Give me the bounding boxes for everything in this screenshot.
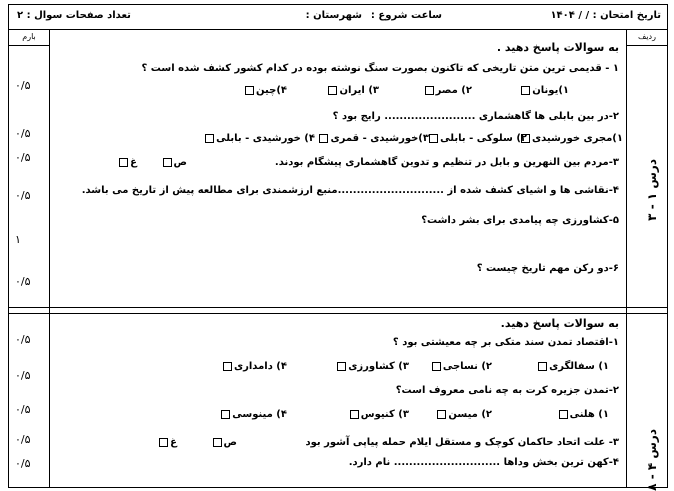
option[interactable]: ۱) هلنی bbox=[557, 409, 609, 420]
option[interactable]: ۴) مینوسی bbox=[219, 409, 287, 420]
question-2: ۲-در بین بابلی ها گاهشماری ........................ رایج بود ؟ bbox=[332, 111, 619, 122]
option[interactable]: ص bbox=[161, 157, 187, 168]
checkbox-icon[interactable] bbox=[213, 438, 222, 447]
checkbox-icon[interactable] bbox=[319, 134, 328, 143]
score-column-header: بارم bbox=[9, 29, 49, 46]
score: ۱ bbox=[15, 233, 21, 246]
option[interactable]: ۲) میسن bbox=[435, 409, 492, 420]
option[interactable]: ۳) کشاورزی bbox=[335, 361, 409, 372]
option[interactable]: غ bbox=[157, 437, 177, 448]
option[interactable]: ۱) سفالگری bbox=[536, 361, 609, 372]
checkbox-icon[interactable] bbox=[328, 86, 337, 95]
question-1: ۱ - قدیمی ترین متن تاریخی که تاکنون بصورت سنگ نوشته بوده در کدام کشور کشف شده است ؟ bbox=[141, 63, 619, 74]
option[interactable]: ۴) خورشیدی - بابلی bbox=[203, 133, 315, 144]
score: ۰/۵ bbox=[15, 369, 31, 382]
exam-page bbox=[8, 4, 668, 491]
section2-title: به سوالات پاسخ دهید. bbox=[500, 317, 619, 330]
score: ۰/۵ bbox=[15, 151, 31, 164]
score-column bbox=[9, 29, 50, 487]
checkbox-icon[interactable] bbox=[245, 86, 254, 95]
checkbox-icon[interactable] bbox=[223, 362, 232, 371]
question-1: ۱-اقتصاد تمدن سند متکی بر چه معیشتی بود ؟ bbox=[392, 337, 619, 348]
question-3: ۳- علت اتحاد حاکمان کوچک و مستقل ایلام حمله پیاپی آشور بود bbox=[305, 437, 619, 448]
checkbox-icon[interactable] bbox=[559, 410, 568, 419]
score: ۰/۵ bbox=[15, 403, 31, 416]
option[interactable]: ۲) نساجی bbox=[430, 361, 492, 372]
checkbox-icon[interactable] bbox=[437, 410, 446, 419]
section1-title: به سوالات پاسخ دهید . bbox=[496, 41, 619, 54]
option[interactable]: ۲) مصر bbox=[423, 85, 472, 96]
section-divider bbox=[9, 313, 667, 314]
question-3: ۳-مردم بین النهرین و بابل در تنظیم و تدوین گاهشماری پیشگام بودند. bbox=[274, 157, 619, 168]
start-time: ساعت شروع : bbox=[370, 10, 442, 21]
option[interactable]: ۳) ایران bbox=[326, 85, 379, 96]
row-column bbox=[626, 29, 667, 491]
question-4: ۴-کهن ترین بخش وداها ............................ نام دارد. bbox=[348, 457, 619, 468]
checkbox-icon[interactable] bbox=[521, 86, 530, 95]
page-count: تعداد صفحات سوال : ۲ bbox=[17, 10, 131, 21]
section1-label: درس ۱ - ۳ bbox=[645, 159, 659, 221]
checkbox-icon[interactable] bbox=[163, 158, 172, 167]
score: ۰/۵ bbox=[15, 433, 31, 446]
option[interactable]: ۴)چین bbox=[243, 85, 287, 96]
score: ۰/۵ bbox=[15, 333, 31, 346]
score: ۰/۵ bbox=[15, 189, 31, 202]
checkbox-icon[interactable] bbox=[350, 410, 359, 419]
score: ۰/۵ bbox=[15, 79, 31, 92]
checkbox-icon[interactable] bbox=[425, 86, 434, 95]
option[interactable]: ۱)یونان bbox=[519, 85, 569, 96]
option[interactable]: ۳) کنیوس bbox=[348, 409, 409, 420]
exam-header bbox=[9, 5, 667, 30]
option[interactable]: ۴) دامداری bbox=[221, 361, 287, 372]
option[interactable]: ص bbox=[211, 437, 237, 448]
checkbox-icon[interactable] bbox=[221, 410, 230, 419]
exam-date: تاریخ امتحان : / / ۱۴۰۴ bbox=[550, 10, 661, 21]
score: ۰/۵ bbox=[15, 127, 31, 140]
checkbox-icon[interactable] bbox=[159, 438, 168, 447]
question-2: ۲-تمدن جزیره کرت به چه نامی معروف است؟ bbox=[395, 385, 619, 396]
row-column-header: ردیف bbox=[627, 29, 667, 46]
section-divider bbox=[9, 307, 667, 308]
checkbox-icon[interactable] bbox=[538, 362, 547, 371]
checkbox-icon[interactable] bbox=[337, 362, 346, 371]
checkbox-icon[interactable] bbox=[119, 158, 128, 167]
question-4: ۴-نقاشی ها و اشیای کشف شده از ............................منبع ارزشمندی برای مطالعه پیش از تاریخ می باشد. bbox=[81, 185, 619, 196]
option[interactable]: ۱)مجری خورشیدی bbox=[519, 133, 623, 144]
option[interactable]: ۲) سلوکی - بابلی bbox=[427, 133, 527, 144]
section2-label: درس ۴ - ۸ bbox=[645, 429, 659, 491]
checkbox-icon[interactable] bbox=[432, 362, 441, 371]
question-5: ۵-کشاورزی چه پیامدی برای بشر داشت؟ bbox=[421, 215, 619, 226]
checkbox-icon[interactable] bbox=[429, 134, 438, 143]
score: ۰/۵ bbox=[15, 275, 31, 288]
city: شهرستان : bbox=[305, 10, 362, 21]
score: ۰/۵ bbox=[15, 457, 31, 470]
checkbox-icon[interactable] bbox=[205, 134, 214, 143]
option[interactable]: ۳)خورشیدی - قمری bbox=[317, 133, 429, 144]
question-6: ۶-دو رکن مهم تاریخ چیست ؟ bbox=[476, 263, 619, 274]
option[interactable]: غ bbox=[117, 157, 137, 168]
